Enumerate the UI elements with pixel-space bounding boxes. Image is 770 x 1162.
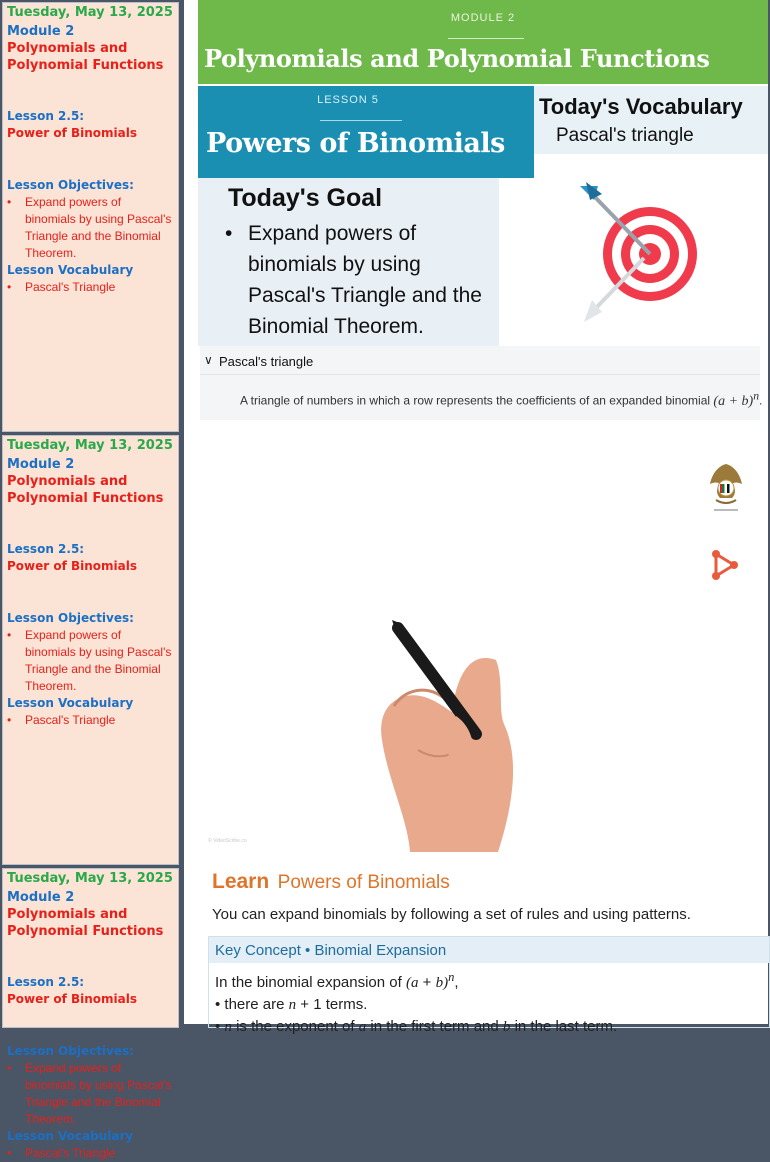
vocabulary-term: Pascal's triangle [556, 125, 694, 146]
panel-lesson-title: Power of Binomials [7, 126, 138, 140]
panel-vocab-heading: Lesson Vocabulary [7, 696, 134, 710]
panel-lesson-title: Power of Binomials [7, 559, 138, 573]
drawing-hand-image [348, 620, 548, 852]
panel-date: Tuesday, May 13, 2025 [7, 5, 173, 20]
accordion-definition: A triangle of numbers in which a row represents the coefficients of an expanded binomial $(a + b)^n$. [240, 389, 763, 409]
glossary-accordion[interactable] [200, 346, 763, 420]
learn-label: Learn [212, 870, 270, 893]
list-item: • Pascal's Triangle [7, 1145, 173, 1162]
panel-objectives-heading: Lesson Objectives: [7, 1044, 134, 1058]
list-item: • n is the exponent of a in the first term and b in the last term. [215, 1016, 617, 1038]
main-content [184, 0, 768, 1035]
video-frame[interactable] [198, 440, 768, 852]
panel-vocab-list [7, 712, 178, 729]
panel-vocab-list [7, 1145, 178, 1162]
vocabulary-heading: Today's Vocabulary [539, 94, 743, 119]
panel-module-title: Polynomials and Polynomial Functions [7, 474, 164, 506]
module-label: MODULE 2 [450, 12, 516, 24]
learn-section [198, 856, 768, 1035]
list-item: • there are n + 1 terms. [215, 994, 617, 1016]
formula: $(a + b)^n$ [713, 389, 760, 409]
learn-heading [212, 870, 450, 894]
lesson-panel-2[interactable] [2, 435, 179, 865]
panel-objectives-list [7, 1060, 178, 1128]
panel-objectives-heading: Lesson Objectives: [7, 178, 134, 192]
lesson-banner [198, 86, 534, 178]
goal-heading: Today's Goal [228, 184, 383, 212]
panel-objectives-list [7, 194, 178, 262]
key-concept-lead: In the binomial expansion of $(a + b)^n$, [215, 970, 459, 991]
emblem-icon [706, 460, 746, 516]
panel-lesson: Lesson 2.5: [7, 542, 85, 556]
goal-list [222, 218, 494, 342]
panel-vocab-list [7, 279, 178, 296]
accordion-term: Pascal's triangle [219, 354, 314, 369]
lead-text: In the binomial expansion of [215, 974, 402, 991]
bullet-text: is the exponent of [236, 1018, 355, 1035]
sidebar [0, 0, 184, 1160]
panel-module-title: Polynomials and Polynomial Functions [7, 41, 164, 73]
list-item: • Expand powers of binomials by using Pascal's Triangle and the Binomial Theorem. [222, 218, 494, 342]
learn-title: Powers of Binomials [277, 872, 450, 893]
key-concept-heading: Key Concept • Binomial Expansion [209, 937, 769, 963]
accordion-header[interactable] [200, 350, 760, 375]
chevron-down-icon[interactable]: ∨ [204, 353, 213, 367]
goal-box [198, 178, 499, 346]
panel-lesson: Lesson 2.5: [7, 975, 85, 989]
lesson-label: LESSON 5 [317, 94, 379, 106]
learn-intro: You can expand binomials by following a set of rules and using patterns. [212, 906, 691, 923]
lesson-panel-1[interactable] [2, 2, 179, 432]
panel-vocab-heading: Lesson Vocabulary [7, 263, 134, 277]
panel-date: Tuesday, May 13, 2025 [7, 871, 173, 886]
panel-vocab-heading: Lesson Vocabulary [7, 1129, 134, 1143]
key-concept-list [215, 994, 617, 1038]
module-banner [198, 0, 768, 84]
vocabulary-box [534, 86, 768, 154]
target-icon [576, 180, 706, 330]
play-network-icon[interactable] [710, 550, 740, 580]
panel-module-title: Polynomials and Polynomial Functions [7, 907, 164, 939]
panel-objectives-heading: Lesson Objectives: [7, 611, 134, 625]
divider [448, 38, 524, 39]
panel-lesson: Lesson 2.5: [7, 109, 85, 123]
lesson-title: Powers of Binomials [206, 128, 505, 159]
divider [320, 120, 402, 121]
video-watermark: © VideoScribe.co [208, 838, 247, 844]
panel-module: Module 2 [7, 457, 75, 472]
key-concept-box [208, 936, 770, 1035]
panel-date: Tuesday, May 13, 2025 [7, 438, 173, 453]
list-item: • Pascal's Triangle [7, 712, 173, 729]
list-item: • Pascal's Triangle [7, 279, 173, 296]
panel-objectives-list [7, 627, 178, 695]
panel-lesson-title: Power of Binomials [7, 992, 138, 1006]
list-item: • Expand powers of binomials by using Pascal's Triangle and the Binomial Theorem. [7, 194, 173, 262]
module-title: Polynomials and Polynomial Functions [204, 44, 710, 73]
list-item: • Expand powers of binomials by using Pascal's Triangle and the Binomial Theorem. [7, 627, 173, 695]
bullet-text: there are [224, 996, 285, 1013]
lesson-panel-3[interactable] [2, 868, 179, 1160]
panel-module: Module 2 [7, 24, 75, 39]
list-item: • Expand powers of binomials by using Pascal's Triangle and the Binomial Theorem. [7, 1060, 173, 1128]
definition-text: A triangle of numbers in which a row represents the coefficients of an expanded binomial [240, 393, 711, 408]
panel-module: Module 2 [7, 890, 75, 905]
